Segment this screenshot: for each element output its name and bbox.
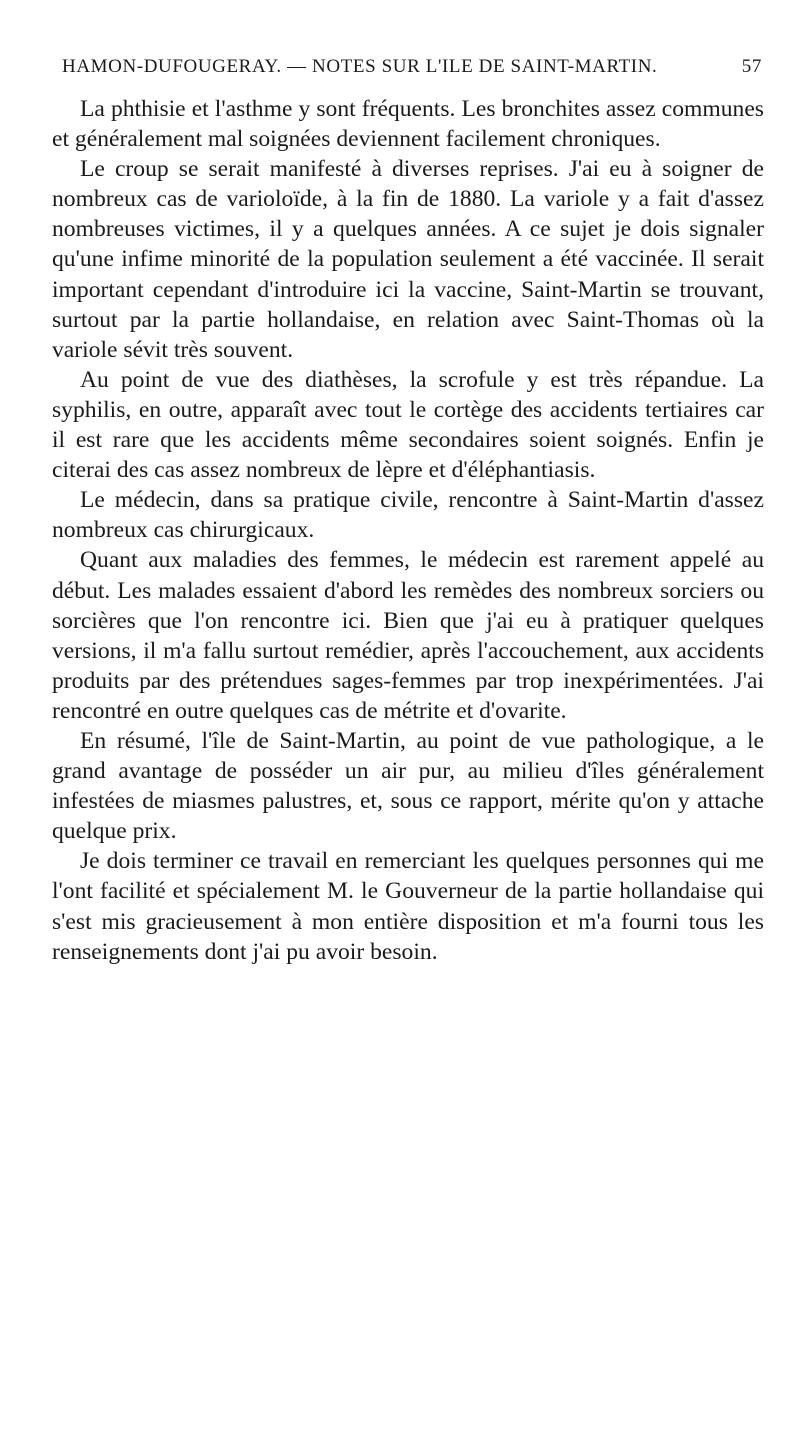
paragraph-remerciements: Je dois terminer ce travail en remerciant les quelques personnes qui me l'ont facilité et spécialement M. le Gouverneur de la partie hollandaise qui s'est mis gracieusement à mon entière disposition et m'a fourni tous les renseignements dont j'ai pu avoir besoin. [52,848,764,965]
paragraph-maladies-femmes: Quant aux maladies des femmes, le médecin est rarement appelé au début. Les malades essaient d'abord les remèdes des nombreux sorciers ou sorcières que l'on rencontre ici. Bien que j'ai eu à pratiquer quelques versions, il m'a fallu surtout remédier, après l'accouchement, aux accidents produits par des prétendues sages-femmes par trop inexpérimentées. J'ai rencontré en outre quelques cas de métrite et d'ovarite. [52,547,764,724]
paragraph-resume: En résumé, l'île de Saint-Martin, au point de vue pathologique, a le grand avantage de posséder un air pur, au milieu d'îles généralement infestées de miasmes palustres, et, sous ce rapport, mérite qu'on y attache quelque prix. [52,727,764,845]
paragraph-phthisie: La phthisie et l'asthme y sont fréquents. Les bronchites assez communes et généralement mal soignées deviennent facilement chroniques. [52,96,764,153]
book-page [52,56,764,967]
paragraph-chirurgie: Le médecin, dans sa pratique civile, rencontre à Saint-Martin d'assez nombreux cas chirurgicaux. [52,487,764,544]
body-text [52,94,764,967]
paragraph-diatheses: Au point de vue des diathèses, la scrofule y est très répandue. La syphilis, en outre, apparaît avec tout le cortège des accidents tertiaires car il est rare que les accidents même secondaires soient soignés. Enfin je citerai des cas assez nombreux de lèpre et d'éléphantiasis. [52,366,764,484]
running-title: HAMON-DUFOUGERAY. — NOTES SUR L'ILE DE SAINT-MARTIN. [62,56,658,77]
page-number: 57 [741,56,762,77]
paragraph-croup-variole: Le croup se serait manifesté à diverses reprises. J'ai eu à soigner de nombreux cas de varioloïde, à la fin de 1880. La variole y a fait d'assez nombreuses victimes, il y a quelques années. A ce sujet je dois signaler qu'une infime minorité de la population seulement a été vaccinée. Il serait important cependant d'introduire ici la vaccine, Saint-Martin se trouvant, surtout par la partie hollandaise, en relation avec Saint-Thomas où la variole sévit très souvent. [52,156,764,363]
running-head [62,56,764,78]
